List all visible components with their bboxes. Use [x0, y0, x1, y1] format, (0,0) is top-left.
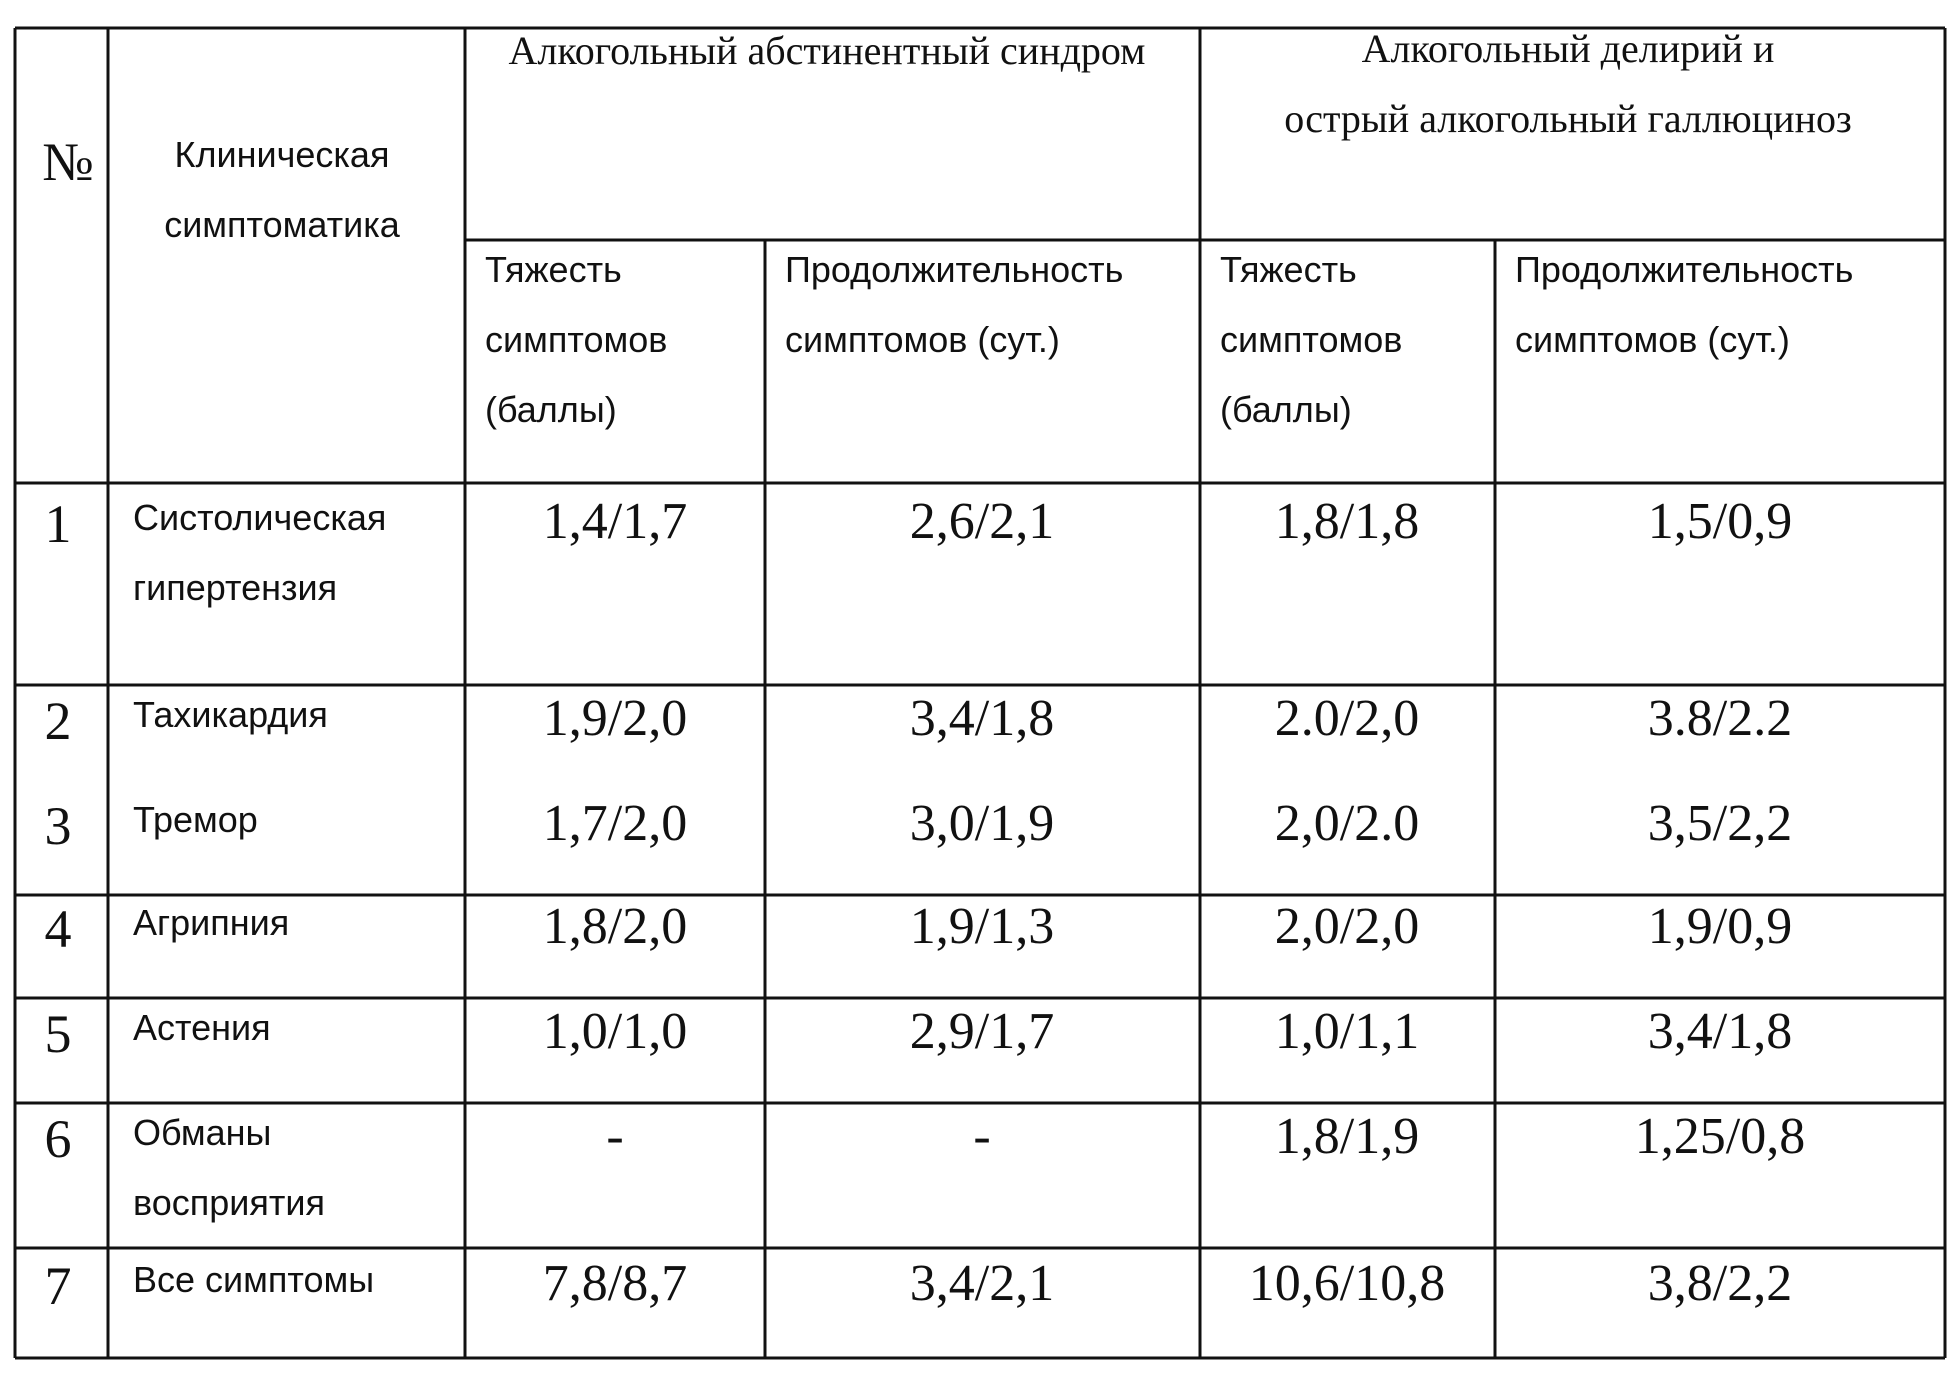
- row-5-aas-duration: 2,9/1,7: [909, 1003, 1055, 1060]
- row-1-symptom-line-2: гипертензия: [133, 567, 338, 608]
- row-6-aas-duration: -: [973, 1108, 991, 1165]
- row-1-aas-duration: 2,6/2,1: [909, 493, 1055, 550]
- header-del-severity-line-3: (баллы): [1220, 389, 1352, 430]
- row-6-symptom-line-2: восприятия: [133, 1182, 325, 1223]
- header-del-severity-line-2: симптомов: [1220, 319, 1403, 360]
- header-group-delirium-line-2: острый алкогольный галлюциноз: [1284, 96, 1852, 141]
- header-aas-duration-line-1: Продолжительность: [785, 249, 1124, 290]
- row-7-del-severity: 10,6/10,8: [1248, 1255, 1446, 1312]
- row-6-del-severity: 1,8/1,9: [1274, 1108, 1420, 1165]
- row-4-symptom-line-1: Агрипния: [133, 902, 290, 943]
- row-4-num: 4: [44, 899, 72, 959]
- header-symptom-line-2: симптоматика: [164, 204, 400, 245]
- header-aas-severity-line-1: Тяжесть: [485, 249, 622, 290]
- row-7-num: 7: [44, 1256, 72, 1316]
- row-6-num: 6: [44, 1109, 72, 1169]
- row-3-num: 3: [44, 796, 72, 856]
- table-body: [45, 493, 1806, 1316]
- header-del-severity-line-1: Тяжесть: [1220, 249, 1357, 290]
- header-group-aas: Алкогольный абстинентный синдром: [508, 28, 1146, 73]
- row-2-aas-severity: 1,9/2,0: [542, 690, 688, 747]
- row-1-del-severity: 1,8/1,8: [1274, 493, 1420, 550]
- row-2-num: 2: [44, 691, 72, 751]
- row-5-del-severity: 1,0/1,1: [1274, 1003, 1420, 1060]
- row-1-del-duration: 1,5/0,9: [1647, 493, 1793, 550]
- row-4-aas-severity: 1,8/2,0: [542, 898, 688, 955]
- row-7-symptom-line-1: Все симптомы: [133, 1259, 375, 1300]
- row-3-del-severity: 2,0/2.0: [1274, 795, 1420, 852]
- header-symptom-line-1: Клиническая: [174, 134, 390, 175]
- row-6-symptom-line-1: Обманы: [133, 1112, 272, 1153]
- row-2-del-severity: 2.0/2,0: [1274, 690, 1420, 747]
- row-2-del-duration: 3.8/2.2: [1647, 690, 1793, 747]
- row-7-del-duration: 3,8/2,2: [1647, 1255, 1793, 1312]
- header-group-delirium-line-1: Алкогольный делирий и: [1361, 26, 1775, 71]
- row-3-del-duration: 3,5/2,2: [1647, 795, 1793, 852]
- row-2-symptom-line-1: Тахикардия: [133, 694, 328, 735]
- row-5-aas-severity: 1,0/1,0: [542, 1003, 688, 1060]
- row-3-aas-severity: 1,7/2,0: [542, 795, 688, 852]
- row-5-num: 5: [44, 1004, 72, 1064]
- row-4-del-severity: 2,0/2,0: [1274, 898, 1420, 955]
- header-aas-severity-line-3: (баллы): [485, 389, 617, 430]
- row-1-symptom-line-1: Систолическая: [133, 497, 387, 538]
- row-7-aas-duration: 3,4/2,1: [909, 1255, 1055, 1312]
- row-4-aas-duration: 1,9/1,3: [909, 898, 1055, 955]
- row-4-del-duration: 1,9/0,9: [1647, 898, 1793, 955]
- header-aas-duration-line-2: симптомов (сут.): [785, 319, 1060, 360]
- row-5-symptom-line-1: Астения: [133, 1007, 271, 1048]
- row-6-aas-severity: -: [606, 1108, 624, 1165]
- header-aas-severity-line-2: симптомов: [485, 319, 668, 360]
- row-5-del-duration: 3,4/1,8: [1647, 1003, 1793, 1060]
- row-3-aas-duration: 3,0/1,9: [909, 795, 1055, 852]
- header-del-duration-line-2: симптомов (сут.): [1515, 319, 1790, 360]
- row-3-symptom-line-1: Тремор: [133, 799, 258, 840]
- row-1-aas-severity: 1,4/1,7: [542, 493, 688, 550]
- row-7-aas-severity: 7,8/8,7: [542, 1255, 688, 1312]
- row-1-num: 1: [44, 494, 72, 554]
- table-header: [42, 26, 1853, 430]
- header-num: №: [42, 132, 94, 192]
- row-6-del-duration: 1,25/0,8: [1634, 1108, 1806, 1165]
- header-del-duration-line-1: Продолжительность: [1515, 249, 1854, 290]
- row-2-aas-duration: 3,4/1,8: [909, 690, 1055, 747]
